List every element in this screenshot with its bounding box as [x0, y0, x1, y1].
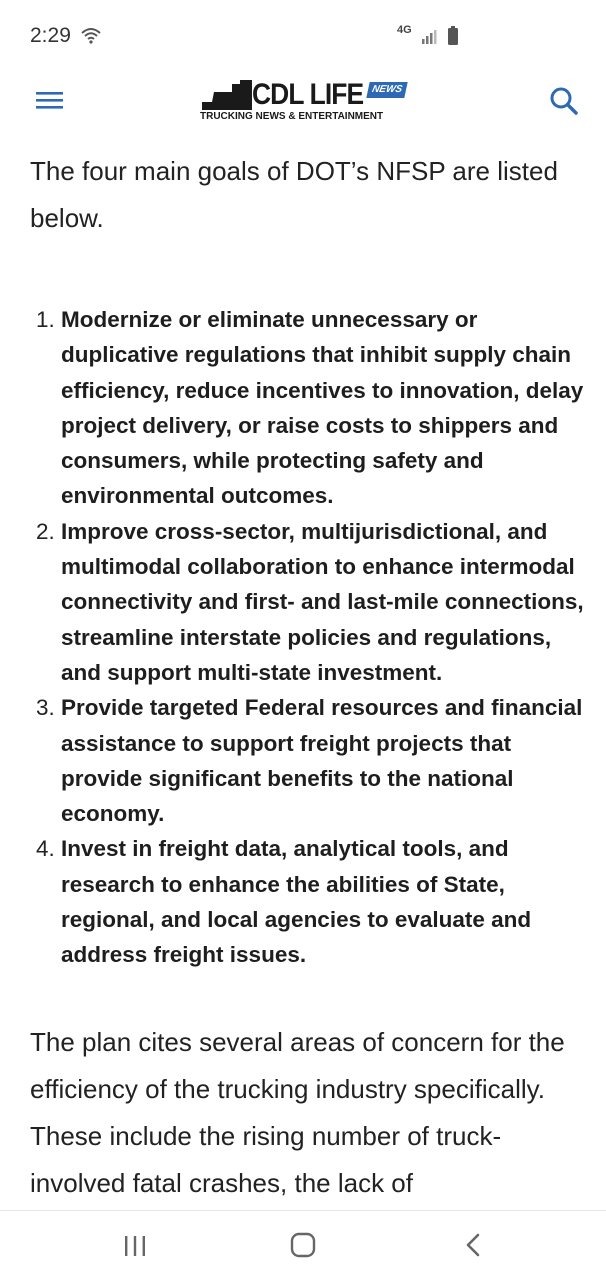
truck-icon — [202, 80, 252, 110]
search-icon — [547, 84, 581, 118]
site-logo[interactable] — [200, 78, 410, 126]
goals-list — [30, 302, 585, 973]
logo-tagline: TRUCKING NEWS & ENTERTAINMENT — [200, 111, 384, 122]
status-bar — [0, 0, 606, 68]
status-time: 2:29 — [30, 24, 71, 47]
back-button[interactable] — [456, 1231, 492, 1261]
recent-apps-icon — [117, 1231, 153, 1261]
signal-icon — [421, 28, 439, 49]
goal-item: 4. Invest in freight data, analytical tools, and research to enhance the abilities of State, regional, and local agencies to evaluate and address freight issues. — [61, 831, 585, 972]
logo-news-badge: NEWS — [366, 82, 407, 98]
logo-text: CDL LIFE — [252, 78, 364, 111]
article-body — [30, 148, 585, 1207]
network-type: 4G — [397, 24, 412, 36]
system-nav-bar — [0, 1210, 606, 1280]
site-header — [0, 68, 606, 134]
search-button[interactable] — [547, 84, 581, 118]
back-icon — [456, 1231, 492, 1261]
recent-apps-button[interactable] — [117, 1231, 153, 1261]
goal-item: 1. Modernize or eliminate unnecessary or duplicative regulations that inhibit supply chain efficiency, reduce incentives to innovation, delay project delivery, or raise costs to shippers and consumers, while protecting safety and environmental outcomes. — [61, 302, 585, 514]
menu-icon — [34, 86, 66, 114]
home-icon — [285, 1231, 321, 1261]
goal-item: 2. Improve cross-sector, multijurisdictional, and multimodal collaboration to enhance intermodal connectivity and first- and last-mile connections, streamline interstate policies and regulations, and support multi-state investment. — [61, 514, 585, 690]
home-button[interactable] — [285, 1231, 321, 1261]
battery-icon — [447, 26, 459, 51]
goal-item: 3. Provide targeted Federal resources and financial assistance to support freight projects that provide significant benefits to the national economy. — [61, 690, 585, 831]
intro-paragraph: The four main goals of DOT’s NFSP are listed below. — [30, 156, 558, 233]
wifi-icon — [80, 26, 102, 49]
menu-button[interactable] — [34, 86, 66, 114]
body-paragraph: The plan cites several areas of concern for the efficiency of the trucking industry specifically. These include the rising number of truck-involved fatal crashes, the lack of — [30, 1026, 565, 1198]
